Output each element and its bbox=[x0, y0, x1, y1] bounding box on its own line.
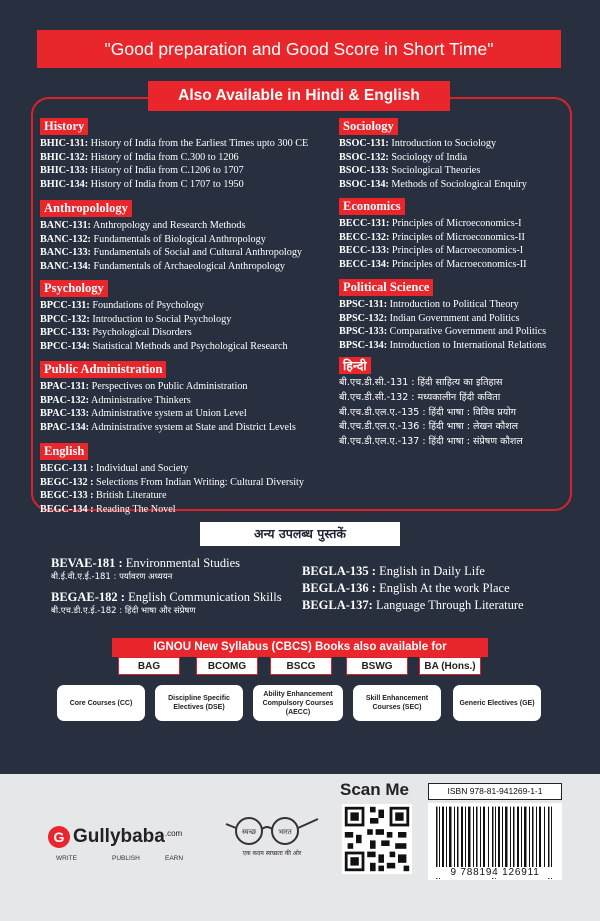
category-economics bbox=[339, 197, 527, 271]
category-title: Political Science bbox=[339, 279, 433, 296]
category-title: हिन्दी bbox=[339, 357, 371, 374]
course-item: BANC-131: Anthropology and Research Methods bbox=[40, 220, 246, 231]
course-item: BEGC-133 : British Literature bbox=[40, 490, 167, 502]
course-item: BPAC-134: Administrative system at State and District Levels bbox=[40, 421, 296, 433]
course-item: बी.एच.डी.एल.ए.-137 : हिंदी भाषा : संप्रेषण कौशल bbox=[339, 436, 523, 448]
swachh-right-text: भारत bbox=[278, 828, 292, 836]
category-title: Public Administration bbox=[40, 361, 166, 378]
category-title: English bbox=[40, 443, 88, 460]
other-book-item: BEGLA-136 : English At the work Place bbox=[302, 581, 510, 595]
ignou-banner: IGNOU New Syllabus (CBCS) Books also available for bbox=[112, 638, 488, 657]
course-item: BANC-134: Fundamentals of Archaeological Anthropology bbox=[40, 260, 286, 272]
course-item: BPAC-133: Administrative system at Union Level bbox=[40, 408, 247, 420]
course-item: BSOC-132: Sociology of India bbox=[339, 151, 468, 163]
category-anthropology bbox=[40, 199, 302, 273]
course-item: BANC-132: Fundamentals of Biological Anthropology bbox=[40, 233, 266, 245]
program-tag: BSWG bbox=[346, 657, 408, 675]
isbn-label: ISBN 978-81-941269-1-1 bbox=[428, 783, 562, 800]
program-tag: BAG bbox=[118, 657, 180, 675]
course-item: BPSC-132: Indian Government and Politics bbox=[339, 312, 520, 324]
course-item: BSOC-131: Introduction to Sociology bbox=[339, 138, 497, 149]
category-hindi bbox=[339, 357, 523, 450]
course-item: BSOC-134: Methods of Sociological Enquiry bbox=[339, 178, 527, 190]
course-item: BPAC-131: Perspectives on Public Administration bbox=[40, 381, 248, 392]
category-public-administration bbox=[40, 360, 296, 434]
course-item: बी.एच.डी.सी.-131 : हिंदी साहित्य का इतिहास bbox=[339, 377, 503, 388]
course-item: BECC-131: Principles of Microeconomics-I bbox=[339, 218, 522, 229]
brand-name: Gullybaba bbox=[73, 826, 165, 847]
slogan-banner: "Good preparation and Good Score in Short Time" bbox=[37, 30, 561, 68]
course-item: BPAC-132: Administrative Thinkers bbox=[40, 394, 191, 406]
category-title: Anthropolology bbox=[40, 200, 132, 217]
category-sociology bbox=[339, 117, 527, 191]
category-title: Psychology bbox=[40, 280, 108, 297]
course-item: BECC-132: Principles of Microeconomics-II bbox=[339, 231, 525, 243]
tagline-word: EARN bbox=[165, 855, 184, 862]
program-tag: BSCG bbox=[270, 657, 332, 675]
category-history bbox=[40, 117, 308, 191]
program-tag: BCOMG bbox=[196, 657, 258, 675]
course-item: BHIC-131: History of India from the Earliest Times upto 300 CE bbox=[40, 138, 309, 149]
also-available-heading: Also Available in Hindi & English bbox=[148, 81, 450, 111]
qr-code-icon[interactable] bbox=[342, 804, 412, 874]
course-item: BHIC-134: History of India from C 1707 to 1950 bbox=[40, 178, 244, 190]
other-books-left bbox=[51, 556, 282, 623]
brand-domain: .com bbox=[164, 828, 183, 838]
gullybaba-logo bbox=[48, 826, 182, 848]
course-item: BPCC-131: Foundations of Psychology bbox=[40, 300, 204, 311]
course-item: BPSC-133: Comparative Government and Politics bbox=[339, 326, 547, 338]
other-book-item: BEGLA-137: Language Through Literature bbox=[302, 598, 524, 612]
course-item: बी.एच.डी.सी.-132 : मध्यकालीन हिंदी कविता bbox=[339, 391, 501, 403]
barcode-number: 9 788194 126911 bbox=[428, 867, 562, 878]
course-type-badge: Core Courses (CC) bbox=[57, 685, 145, 721]
course-item: BEGC-131 : Individual and Society bbox=[40, 463, 189, 474]
course-item: BPCC-133: Psychological Disorders bbox=[40, 327, 192, 339]
category-title: Economics bbox=[339, 198, 405, 215]
course-item: BPCC-132: Introduction to Social Psychology bbox=[40, 313, 232, 325]
other-books-right bbox=[302, 564, 524, 613]
other-book-item: BEVAE-181 : Environmental Studies bbox=[51, 556, 241, 570]
swachh-caption: एक कदम स्वच्छता की ओर bbox=[242, 850, 302, 857]
course-item: BECC-134: Principles of Macroeconomics-II bbox=[339, 258, 527, 270]
other-book-hindi: बी.ई.वी.ए.ई.-181 : पर्यावरण अध्ययन bbox=[51, 572, 173, 582]
category-psychology bbox=[40, 279, 288, 353]
category-political-science bbox=[339, 278, 546, 352]
course-type-badge: Generic Electives (GE) bbox=[453, 685, 541, 721]
program-tag: BA (Hons.) bbox=[419, 657, 481, 675]
swachh-left-text: स्वच्छ bbox=[241, 828, 257, 836]
course-item: BPCC-134: Statistical Methods and Psychological Research bbox=[40, 340, 288, 352]
other-book-item: BEGLA-135 : English in Daily Life bbox=[302, 564, 485, 578]
course-item: बी.एच.डी.एल.ए.-135 : हिंदी भाषा : विविध प्रयोग bbox=[339, 406, 517, 418]
course-item: BANC-133: Fundamentals of Social and Cultural Anthropology bbox=[40, 247, 303, 259]
category-title: Sociology bbox=[339, 118, 398, 135]
category-title: History bbox=[40, 118, 88, 135]
course-item: BEGC-132 : Selections From Indian Writing: Cultural Diversity bbox=[40, 476, 304, 488]
scan-me-label: Scan Me bbox=[340, 780, 409, 799]
course-type-badge: Skill Enhancement Courses (SEC) bbox=[353, 685, 441, 721]
swachh-bharat-glasses-icon bbox=[225, 816, 320, 846]
course-item: BECC-133: Principles of Macroeconomics-I bbox=[339, 245, 524, 257]
course-item: बी.एच.डी.एल.ए.-136 : हिंदी भाषा : लेखन कौशल bbox=[339, 421, 519, 433]
course-item: BPSC-131: Introduction to Political Theory bbox=[339, 299, 519, 310]
other-books-heading: अन्य उपलब्ध पुस्तकें bbox=[200, 522, 400, 546]
tagline-word: WRITE bbox=[56, 855, 77, 862]
course-type-badge: Discipline Specific Electives (DSE) bbox=[155, 685, 243, 721]
course-item: BEGC-134 : Reading The Novel bbox=[40, 503, 176, 515]
course-item: BSOC-133: Sociological Theories bbox=[339, 165, 481, 177]
other-book-hindi: बी.एच.डी.ए.ई.-182 : हिंदी भाषा और संप्रेषण bbox=[51, 606, 196, 616]
course-type-badge: Ability Enhancement Compulsory Courses (AECC) bbox=[253, 685, 343, 721]
course-item: BPSC-134: Introduction to International Relations bbox=[339, 339, 547, 351]
gullybaba-g-icon: G bbox=[48, 826, 70, 848]
course-item: BHIC-133: History of India from C.1206 to 1707 bbox=[40, 165, 244, 177]
other-book-item: BEGAE-182 : English Communication Skills bbox=[51, 590, 282, 604]
course-item: BHIC-132: History of India from C.300 to 1206 bbox=[40, 151, 239, 163]
category-english bbox=[40, 442, 304, 516]
tagline-word: PUBLISH bbox=[112, 855, 140, 862]
